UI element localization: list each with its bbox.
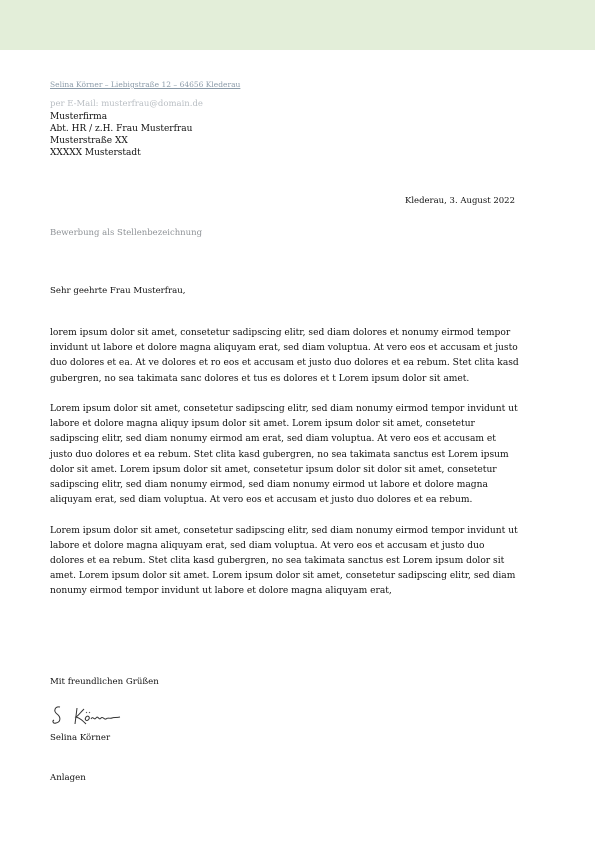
recipient-line: Musterfirma	[50, 112, 108, 122]
closing-phrase: Mit freundlichen Grüßen	[50, 677, 159, 687]
signer-name: Selina Körner	[50, 733, 111, 743]
recipient-line: XXXXX Musterstadt	[50, 148, 141, 158]
body-paragraph: Lorem ipsum dolor sit amet, consetetur sadipscing elitr, sed diam nonumy eirmod tempor invidunt ut labore et dolore magna aliquyam erat, sed diam voluptua. At vero eos et accusam et justo duo dolores et ea rebum. Stet clita kasd gubergren, no sea takimata sanctus est Lorem ipsum dolor sit amet. Lorem ipsum dolor sit amet. Lorem ipsum dolor sit amet, consetetur sadipscing elitr, sed diam nonumy eirmod tempor invidunt ut labore et dolore magna aliquyam erat,	[50, 525, 518, 597]
body-paragraph: Lorem ipsum dolor sit amet, consetetur sadipscing elitr, sed diam nonumy eirmod tempor invidunt ut labore et dolore magna aliquy ipsum dolor sit amet. Lorem ipsum dolor sit amet, consetetur sadipscing elitr, sed diam nonumy eirmod am erat, sed diam voluptua. At vero eos et accusam et justo duo dolores et ea rebum. Stet clita kasd gubergren, no sea takimata sanctus est Lorem ipsum dolor sit amet. Lorem ipsum dolor sit amet, consetetur ipsum dolor sit dolor sit amet, consetetur sadipscing elitr, sed diam nonumy eirmod, sed diam nonumy eirmod ut labore et dolore magna aliquyam erat, sed diam voluptua. At vero eos et accusam et justo duo dolores et ea rebum.	[50, 404, 518, 506]
sender-address-line: Selina Körner – Liebigstraße 12 – 64656 Klederau	[50, 80, 241, 89]
letter-body	[50, 326, 520, 615]
handwritten-signature	[50, 703, 128, 727]
enclosures-label: Anlagen	[50, 773, 86, 783]
recipient-address	[50, 111, 192, 159]
letter-date: Klederau, 3. August 2022	[404, 196, 515, 206]
header-band	[0, 0, 595, 50]
body-paragraph: lorem ipsum dolor sit amet, consetetur sadipscing elitr, sed diam dolores et nonumy eirmod tempor invidunt ut labore et dolore magna aliquyam erat, sed diam voluptua. At vero eos et accusam et justo duo dolores et ea. At ve dolores et ro eos et accusam et justo duo dolores et ea rebum. Stet clita kasd gubergren, no sea takimata sanc dolores et tus es dolores et t Lorem ipsum dolor sit amet.	[50, 328, 519, 384]
recipient-line: Abt. HR / z.H. Frau Musterfrau	[50, 124, 193, 134]
subject-line: Bewerbung als Stellenbezeichnung	[50, 228, 203, 238]
recipient-line: Musterstraße XX	[50, 136, 128, 146]
delivery-method-line: per E-Mail: musterfrau@domain.de	[50, 99, 203, 109]
salutation: Sehr geehrte Frau Musterfrau,	[50, 286, 186, 296]
